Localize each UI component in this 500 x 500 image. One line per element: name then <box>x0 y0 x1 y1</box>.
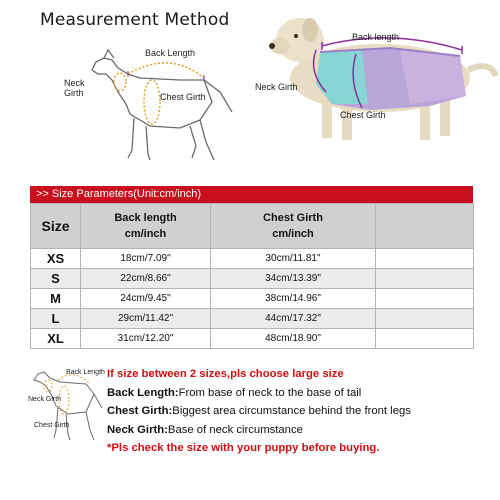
size-table <box>30 203 474 349</box>
table-row <box>31 309 474 329</box>
back-length-cell: 24cm/9.45" <box>81 289 211 309</box>
back-length-cell: 18cm/7.09" <box>81 249 211 269</box>
dog-silhouette-icon <box>0 30 250 170</box>
back-length-note <box>107 384 497 403</box>
back-length-cell: 29cm/11.42" <box>81 309 211 329</box>
back-length-column-header <box>81 204 211 249</box>
chest-girth-column-header <box>211 204 376 249</box>
dog-wearing-vest-icon <box>250 0 500 145</box>
table-row <box>31 269 474 289</box>
back-length-header-unit: cm/inch <box>124 228 167 240</box>
neck-girth-note-text: Base of neck circumstance <box>167 423 303 436</box>
back-length-note-text: From base of neck to the base of tail <box>178 386 362 399</box>
mini-back-length-label: Back Length <box>66 369 105 376</box>
size-cell: M <box>31 289 81 309</box>
mini-measurement-diagram <box>28 360 108 460</box>
table-banner: >> Size Parameters(Unit:cm/inch) <box>30 186 473 203</box>
chest-girth-cell: 48cm/18.90" <box>211 329 376 349</box>
mini-chest-girth-label: Chest Girth <box>34 422 70 429</box>
check-size-footer-note: *Pls check the size with your puppy before buying. <box>107 442 380 454</box>
measurement-diagram-left <box>0 30 250 170</box>
back-length-label-right: Back length <box>352 32 400 42</box>
empty-cell <box>376 269 474 289</box>
chest-girth-cell: 44cm/17.32" <box>211 309 376 329</box>
chest-girth-note <box>107 402 497 421</box>
neck-girth-label: Neck Girth <box>64 78 85 98</box>
neck-girth-label-right: Neck Girth <box>255 82 298 92</box>
mini-neck-girth-label: Neck Girth <box>28 396 62 403</box>
table-row <box>31 329 474 349</box>
measurement-diagram-right <box>250 0 500 145</box>
empty-cell <box>376 289 474 309</box>
table-row <box>31 289 474 309</box>
size-column-header: Size <box>31 204 81 249</box>
size-cell: XS <box>31 249 81 269</box>
chest-girth-note-text: Biggest area circumstance behind the front legs <box>172 405 411 417</box>
table-header-row <box>31 204 474 249</box>
back-length-note-term: Back Length: <box>107 386 179 399</box>
chest-girth-cell: 30cm/11.81" <box>211 249 376 269</box>
back-length-label: Back Length <box>145 48 196 58</box>
size-notes <box>107 365 497 458</box>
chest-girth-note-term: Chest Girth: <box>107 405 173 417</box>
back-length-cell: 31cm/12.20" <box>81 329 211 349</box>
table-row <box>31 249 474 269</box>
page-title: Measurement Method <box>40 10 230 30</box>
size-cell: XL <box>31 329 81 349</box>
size-cell: S <box>31 269 81 289</box>
chest-girth-cell: 38cm/14.96" <box>211 289 376 309</box>
back-length-header-label: Back length <box>114 212 177 224</box>
back-length-cell: 22cm/8.66" <box>81 269 211 289</box>
chest-girth-label-right: Chest Girth <box>340 110 386 120</box>
chest-girth-header-unit: cm/inch <box>272 228 314 240</box>
size-cell: L <box>31 309 81 329</box>
empty-cell <box>376 249 474 269</box>
neck-girth-note-term: Neck Girth: <box>107 423 168 436</box>
size-warning-note: If size between 2 sizes,pls choose large size <box>107 368 344 380</box>
chest-girth-cell: 34cm/13.39" <box>211 269 376 289</box>
empty-cell <box>376 329 474 349</box>
size-parameters-table <box>30 186 473 349</box>
chest-girth-label: Chest Girth <box>160 92 206 102</box>
neck-girth-note <box>107 421 497 440</box>
chest-girth-header-label: Chest Girth <box>263 212 323 224</box>
empty-cell <box>376 309 474 329</box>
empty-column-header <box>376 204 474 249</box>
